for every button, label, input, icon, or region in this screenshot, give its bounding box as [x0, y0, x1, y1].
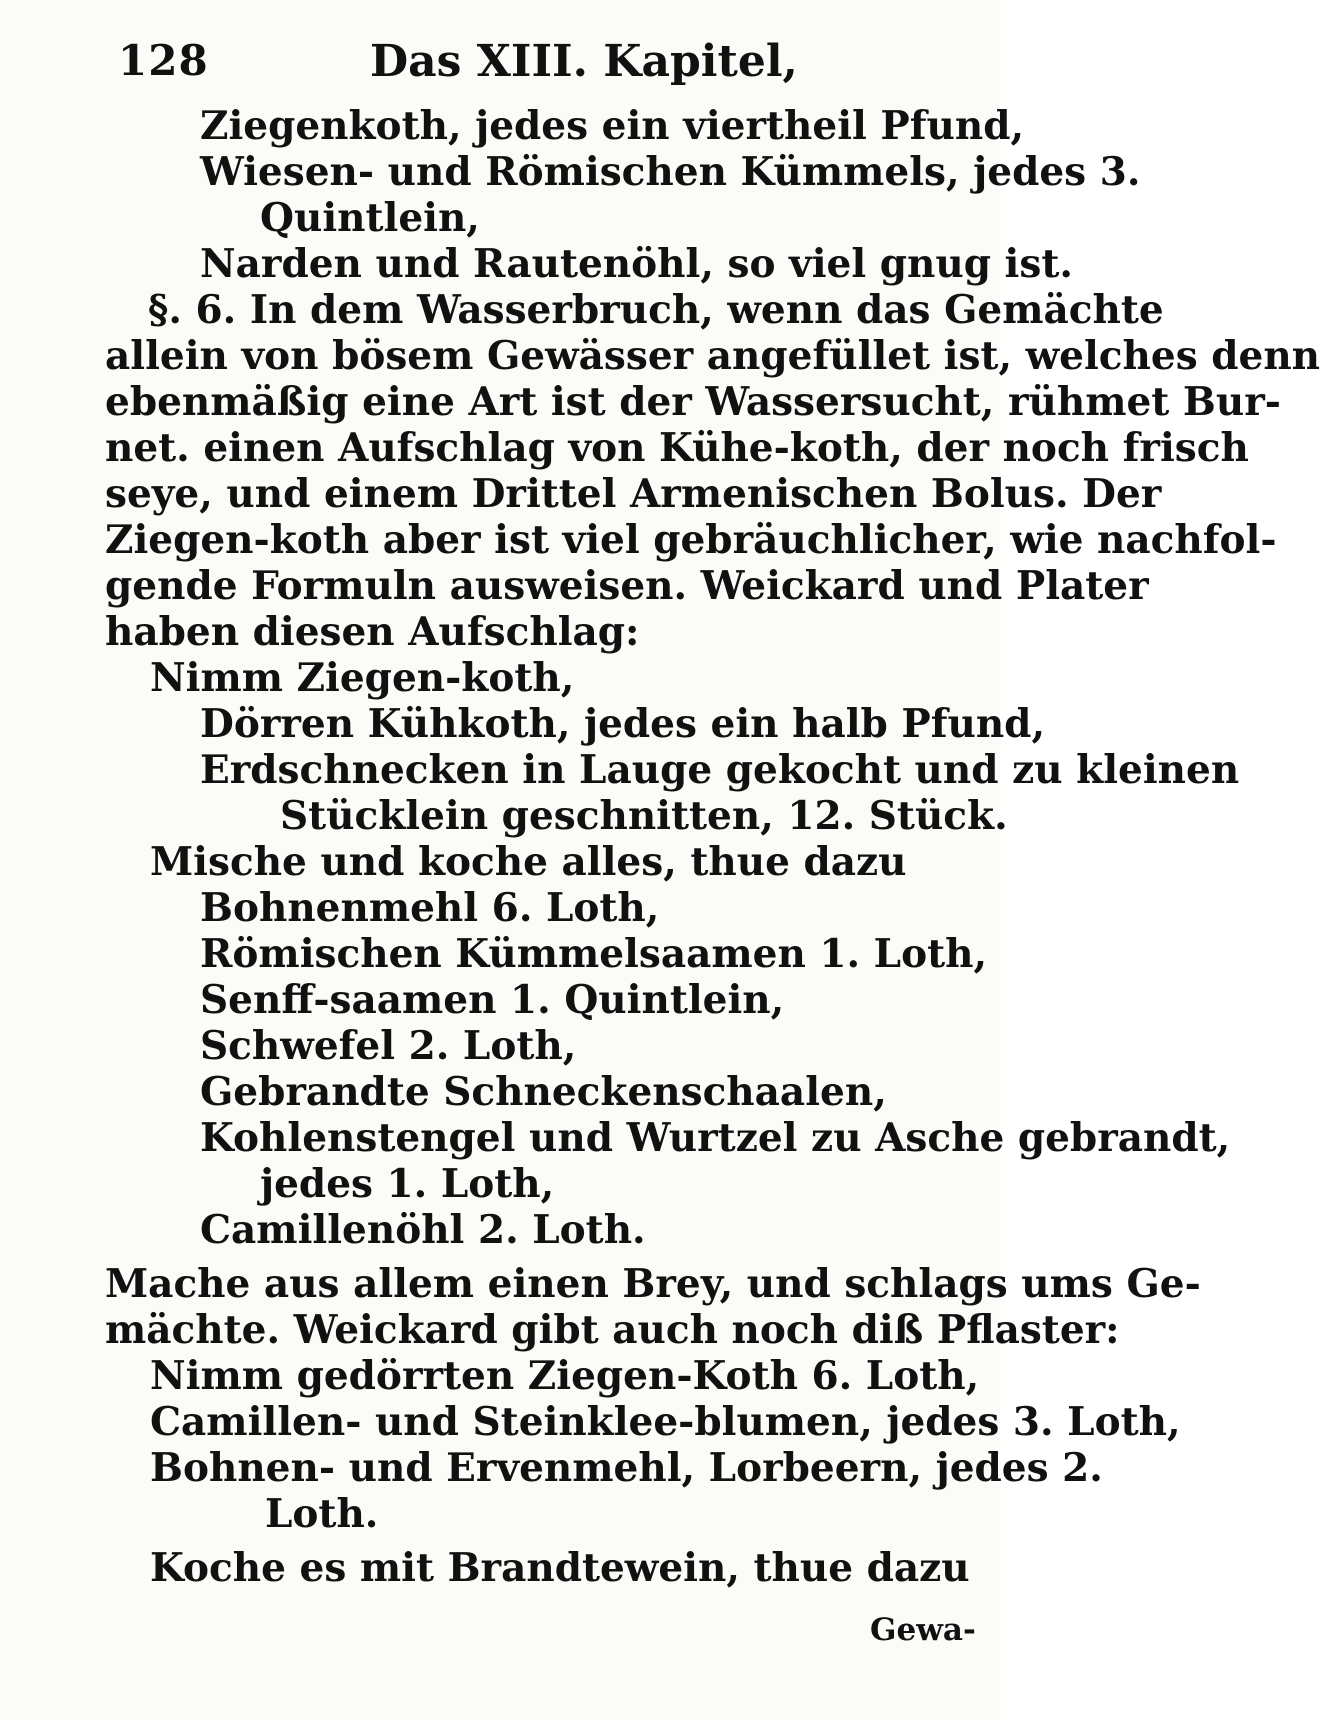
text-line: Narden und Rautenöhl, so viel gnug ist.: [200, 241, 1073, 287]
text-line: Ziegenkoth, jedes ein viertheil Pfund,: [200, 103, 1025, 149]
text-line: Schwefel 2. Loth,: [200, 1023, 577, 1069]
text-line: Bohnen- und Ervenmehl, Lorbeern, jedes 2.: [150, 1445, 1103, 1491]
text-line: Koche es mit Brandtewein, thue dazu: [150, 1545, 970, 1591]
text-line: ebenmäßig eine Art ist der Wassersucht, rühmet Bur-: [105, 379, 1281, 425]
text-line: Bohnenmehl 6. Loth,: [200, 885, 660, 931]
text-line: jedes 1. Loth,: [260, 1161, 555, 1207]
text-line: Nimm gedörrten Ziegen-Koth 6. Loth,: [150, 1353, 980, 1399]
text-line: Mische und koche alles, thue dazu: [150, 839, 907, 885]
text-line: Camillen- und Steinklee-blumen, jedes 3. Loth,: [150, 1399, 1181, 1445]
text-line: Camillenöhl 2. Loth.: [200, 1207, 646, 1253]
text-line: net. einen Aufschlag von Kühe-koth, der noch frisch: [105, 425, 1249, 471]
text-line: Römischen Kümmelsaamen 1. Loth,: [200, 931, 988, 977]
text-line: Dörren Kühkoth, jedes ein halb Pfund,: [200, 701, 1046, 747]
running-head: Das XIII. Kapitel,: [370, 36, 798, 87]
text-line: seye, und einem Drittel Armenischen Bolus. Der: [105, 471, 1162, 517]
text-line: gende Formuln ausweisen. Weickard und Plater: [105, 563, 1149, 609]
text-line: Wiesen- und Römischen Kümmels, jedes 3.: [200, 149, 1141, 195]
text-line: Quintlein,: [260, 195, 480, 241]
text-line: §. 6. In dem Wasserbruch, wenn das Gemächte: [148, 287, 1164, 333]
text-line: Stücklein geschnitten, 12. Stück.: [280, 793, 1008, 839]
text-line: mächte. Weickard gibt auch noch diß Pflaster:: [105, 1307, 1120, 1353]
page-header: [108, 28, 968, 88]
text-line: Gebrandte Schneckenschaalen,: [200, 1069, 887, 1115]
text-line: Nimm Ziegen-koth,: [150, 655, 575, 701]
catchword: Gewa-: [870, 1612, 976, 1648]
text-line: Loth.: [265, 1491, 379, 1537]
text-line: Erdschnecken in Lauge gekocht und zu kleinen: [200, 747, 1240, 793]
text-line: Senff-saamen 1. Quintlein,: [200, 977, 785, 1023]
text-line: Ziegen-koth aber ist viel gebräuchlicher, wie nachfol-: [105, 517, 1277, 563]
text-line: haben diesen Aufschlag:: [105, 609, 640, 655]
text-line: Mache aus allem einen Brey, und schlags ums Ge-: [105, 1261, 1201, 1307]
page-number: 128: [118, 36, 209, 85]
text-line: allein von bösem Gewässer angefüllet ist, welches denn: [105, 333, 1320, 379]
text-line: Kohlenstengel und Wurtzel zu Asche gebrandt,: [200, 1115, 1231, 1161]
